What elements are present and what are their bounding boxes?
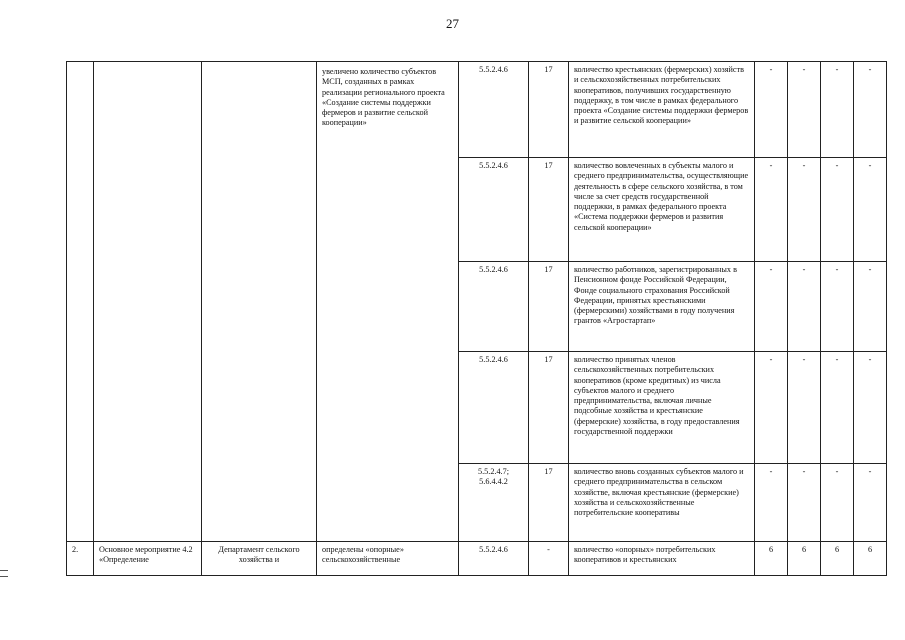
value-cell: - xyxy=(854,62,887,158)
value-cell: - xyxy=(755,262,788,352)
value-cell: 6 xyxy=(821,542,854,576)
value-cell: - xyxy=(854,158,887,262)
value-cell: - xyxy=(788,352,821,464)
indicator-cell: количество крестьянских (фермерских) хозяйств и сельскохозяйственных потребительских кооперативов, получивших государственную поддержку, в том числе в рамках федерального проекта «Создание системы поддержки фермеров и развитие сельской кооперации» xyxy=(569,62,755,158)
value-cell: 6 xyxy=(788,542,821,576)
number-cell: 17 xyxy=(529,464,569,542)
margin-mark xyxy=(0,570,8,577)
executor-cell: Департамент сельского хозяйства и xyxy=(202,542,317,576)
code-cell: 5.5.2.4.6 xyxy=(459,158,529,262)
index-cell xyxy=(67,62,94,542)
value-cell: - xyxy=(755,464,788,542)
value-cell: 6 xyxy=(854,542,887,576)
measure-cell: Основное мероприятие 4.2 «Определение xyxy=(94,542,202,576)
value-cell: - xyxy=(788,464,821,542)
index-cell: 2. xyxy=(67,542,94,576)
code-cell: 5.5.2.4.6 xyxy=(459,62,529,158)
value-cell: - xyxy=(755,158,788,262)
code-cell: 5.5.2.4.6 xyxy=(459,542,529,576)
executor-cell xyxy=(202,62,317,542)
code-cell: 5.5.2.4.7; 5.6.4.4.2 xyxy=(459,464,529,542)
indicator-cell: количество «опорных» потребительских кооперативов и крестьянских xyxy=(569,542,755,576)
measure-cell xyxy=(94,62,202,542)
value-cell: - xyxy=(821,262,854,352)
value-cell: - xyxy=(854,464,887,542)
value-cell: - xyxy=(788,262,821,352)
value-cell: - xyxy=(755,352,788,464)
value-cell: - xyxy=(854,352,887,464)
number-cell: 17 xyxy=(529,62,569,158)
indicator-cell: количество вовлеченных в субъекты малого и среднего предпринимательства, осуществляющие деятельность в сфере сельского хозяйства, в том числе за счет средств государственной поддержки, в рамках федерального проекта «Система поддержки фермеров и развития сельской кооперации» xyxy=(569,158,755,262)
indicator-cell: количество работников, зарегистрированных в Пенсионном фонде Российской Федерации, Фонде социального страхования Российской Федерации, принятых крестьянскими (фермерскими) хозяйствами в году получения грантов «Агростартап» xyxy=(569,262,755,352)
result-cell xyxy=(317,62,459,542)
value-cell: - xyxy=(821,62,854,158)
number-cell: 17 xyxy=(529,262,569,352)
number-cell: - xyxy=(529,542,569,576)
value-cell: - xyxy=(788,158,821,262)
result-cell: определены «опорные» сельскохозяйственные xyxy=(317,542,459,576)
value-cell: - xyxy=(755,62,788,158)
result-text: увеличено количество субъектов МСП, созданных в рамках реализации регионального проекта «Создание системы поддержки фермеров и развитие сельской кооперации» xyxy=(322,67,445,128)
code-cell: 5.5.2.4.6 xyxy=(459,262,529,352)
indicator-cell: количество вновь созданных субъектов малого и среднего предпринимательства в сельском хозяйстве, включая крестьянские (фермерские) хозяйства и сельскохозяйственные потребительские кооперативы xyxy=(569,464,755,542)
value-cell: - xyxy=(788,62,821,158)
value-cell: 6 xyxy=(755,542,788,576)
number-cell: 17 xyxy=(529,352,569,464)
code-cell: 5.5.2.4.6 xyxy=(459,352,529,464)
value-cell: - xyxy=(821,352,854,464)
page-number: 27 xyxy=(446,16,459,31)
indicator-cell: количество принятых членов сельскохозяйственных потребительских кооперативов (кроме кредитных) из числа субъектов малого и среднего предпринимательства, включая личные подсобные хозяйства и крестьянские (фермерские) хозяйства, в году предоставления государственной поддержки xyxy=(569,352,755,464)
value-cell: - xyxy=(854,262,887,352)
value-cell: - xyxy=(821,464,854,542)
table-row xyxy=(67,62,887,158)
value-cell: - xyxy=(821,158,854,262)
table-row xyxy=(67,542,887,576)
indicators-table xyxy=(66,61,887,576)
number-cell: 17 xyxy=(529,158,569,262)
